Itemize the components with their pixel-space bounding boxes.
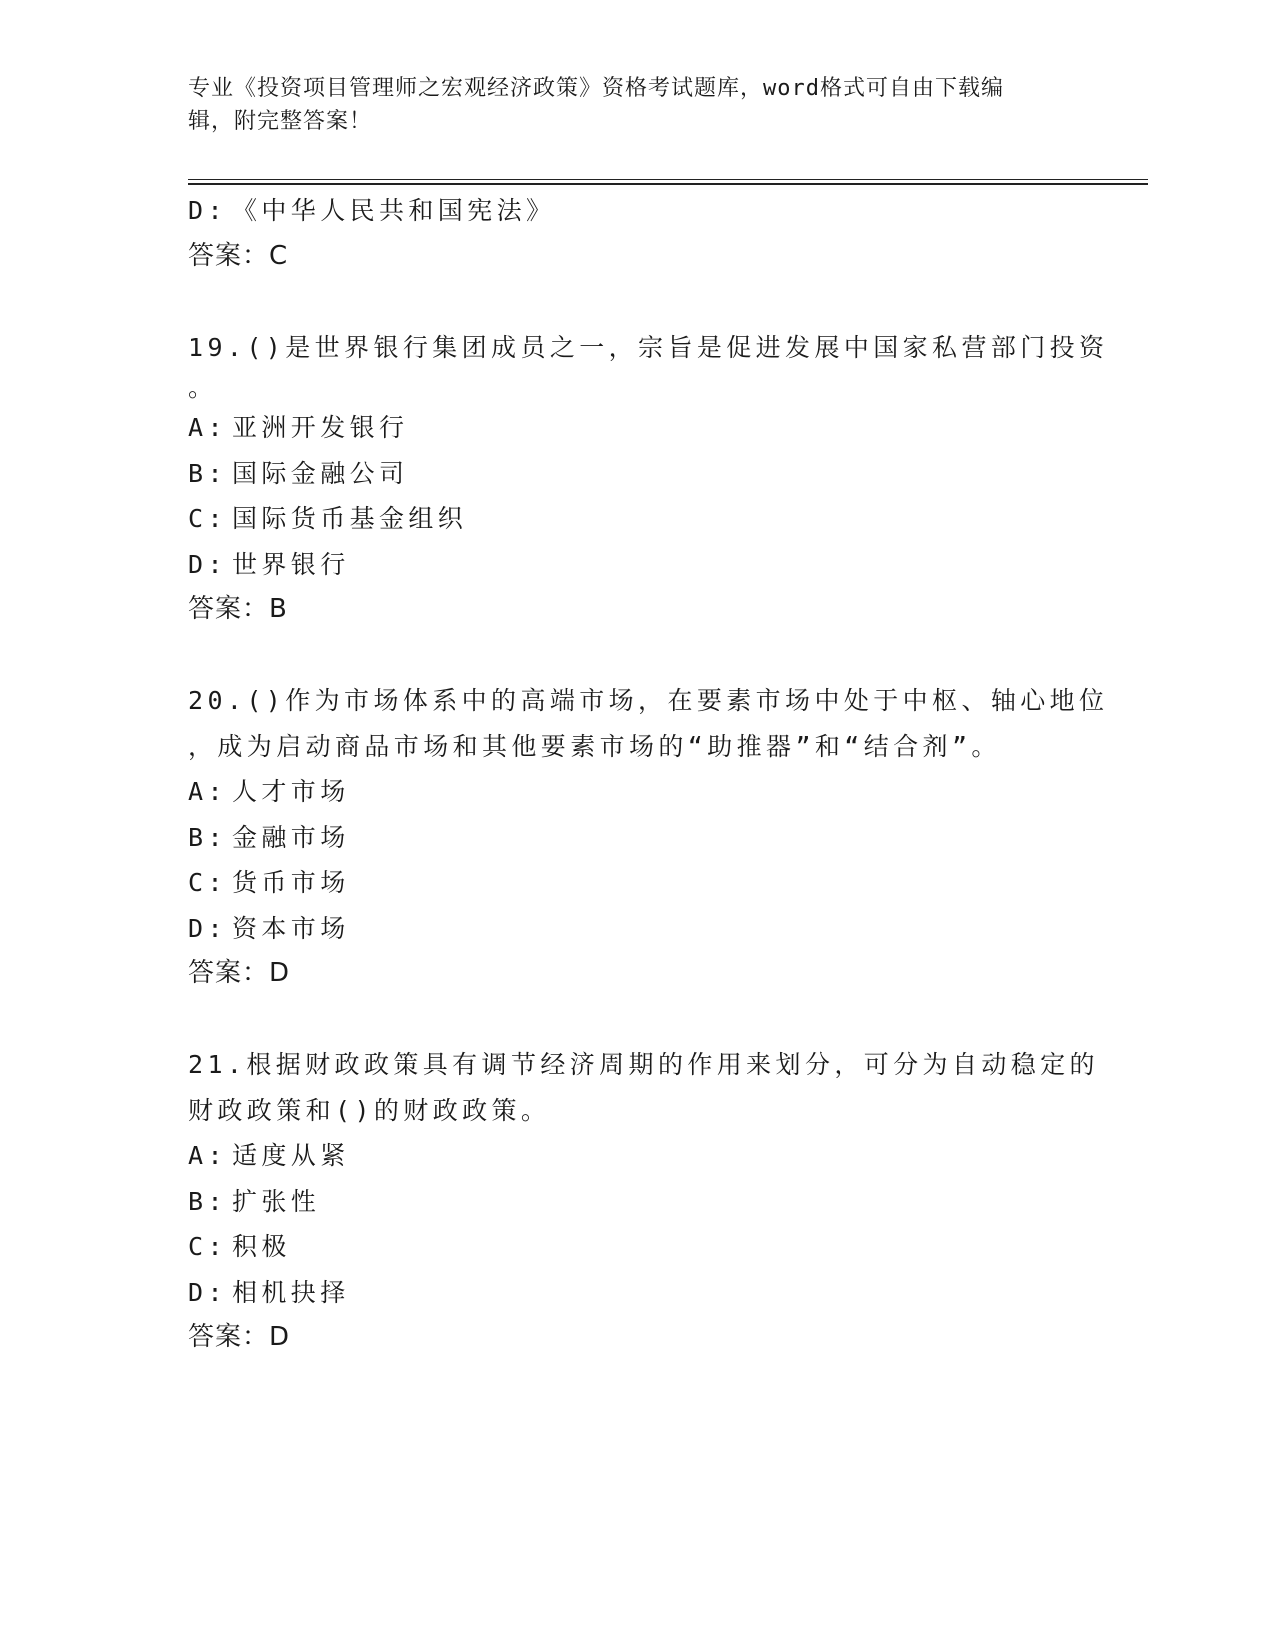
question-stem-line-2: ，成为启动商品市场和其他要素市场的“助推器”和“结合剂”。	[188, 731, 1001, 761]
option-d	[188, 1270, 1088, 1316]
option-text: 国际货币基金组织	[232, 504, 468, 533]
answer-line: 答案：B	[188, 594, 288, 624]
option-key: C:	[188, 1232, 227, 1261]
option-text: 扩张性	[232, 1186, 321, 1216]
option-text: 人才市场	[232, 777, 350, 806]
question-list	[188, 188, 1109, 1361]
option-key: D:	[188, 196, 227, 225]
document-header	[188, 72, 1068, 138]
option-text: 相机抉择	[232, 1277, 350, 1307]
option-text: 亚洲开发银行	[232, 413, 409, 442]
option-key: D:	[188, 1277, 227, 1307]
option-b	[188, 815, 1088, 861]
option-key: A:	[188, 413, 227, 442]
option-key: B:	[188, 822, 227, 852]
option-text: 国际金融公司	[232, 458, 409, 488]
option-d	[188, 542, 1088, 588]
header-line-1: 专业《投资项目管理师之宏观经济政策》资格考试题库，word格式可自由下载编	[188, 76, 1004, 101]
option-a	[188, 405, 1088, 451]
question-19	[188, 325, 1109, 633]
answer-line: 答案：D	[188, 1322, 291, 1352]
document-page	[188, 0, 1148, 1650]
option-a	[188, 1133, 1088, 1179]
question-20	[188, 678, 1109, 997]
option-c	[188, 496, 1088, 542]
option-text: 世界银行	[232, 549, 350, 579]
question-21	[188, 1042, 1099, 1361]
option-key: D:	[188, 913, 227, 943]
option-key: C:	[188, 868, 227, 897]
answer-line: 答案：D	[188, 958, 291, 988]
option-c	[188, 1224, 1088, 1270]
question-stem-line-2: 财政政策和()的财政政策。	[188, 1095, 551, 1125]
option-a	[188, 769, 1088, 815]
header-rule-thin	[188, 179, 1148, 180]
question-stem-line-1: 20.()作为市场体系中的高端市场，在要素市场中处于中枢、轴心地位	[188, 686, 1109, 715]
option-c	[188, 860, 1088, 906]
option-key: B:	[188, 458, 227, 488]
answer-line: 答案：C	[188, 240, 289, 271]
option-key: B:	[188, 1186, 227, 1216]
option-text: 《中华人民共和国宪法》	[232, 196, 556, 225]
option-key: D:	[188, 549, 227, 579]
header-line-2: 辑，附完整答案！	[188, 109, 373, 134]
previous-question-tail	[188, 188, 1088, 279]
option-text: 资本市场	[232, 913, 350, 943]
option-text: 适度从紧	[232, 1141, 350, 1170]
header-rule-thick	[188, 183, 1148, 185]
option-key: A:	[188, 1141, 227, 1170]
option-key: A:	[188, 777, 227, 806]
option-b	[188, 451, 1088, 497]
question-stem-line-2: 。	[188, 373, 218, 402]
question-stem-line-1: 19.()是世界银行集团成员之一，宗旨是促进发展中国家私营部门投资	[188, 332, 1109, 362]
option-d	[188, 906, 1088, 952]
option-d	[188, 188, 1088, 234]
option-text: 金融市场	[232, 822, 350, 852]
question-stem-line-1: 21.根据财政政策具有调节经济周期的作用来划分，可分为自动稳定的	[188, 1050, 1099, 1079]
option-b	[188, 1179, 1088, 1225]
option-key: C:	[188, 504, 227, 533]
option-text: 货币市场	[232, 868, 350, 897]
option-text: 积极	[232, 1232, 291, 1261]
